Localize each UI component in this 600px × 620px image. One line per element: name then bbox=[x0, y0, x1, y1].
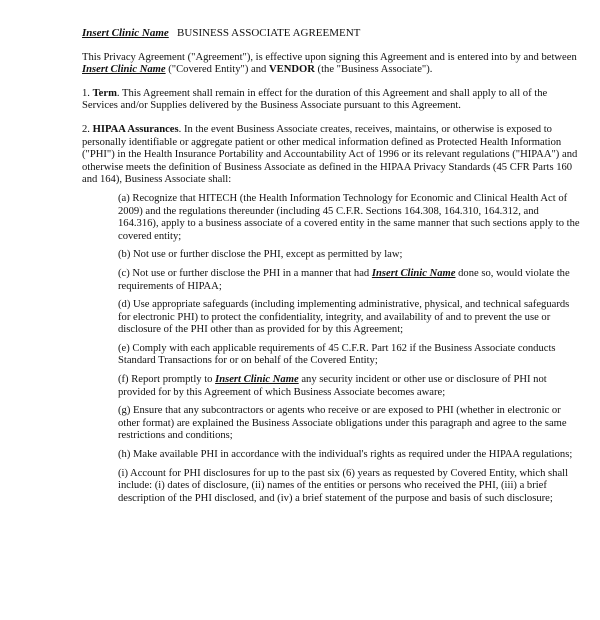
clinic-name-placeholder: Insert Clinic Name bbox=[371, 267, 456, 279]
clinic-name-placeholder: Insert Clinic Name bbox=[82, 27, 169, 39]
list-item: (i) Account for PHI disclosures for up to the past six (6) years as requested by Covered Entity, which shall include: (i) dates of disclosure, (ii) names of the entities or persons who received the PHI, (iii) a brief description of the PHI disclosed, and (iv) a brief statement of the purpose and basis of such disclosure; bbox=[118, 467, 569, 504]
list-item: (c) Not use or further disclose the PHI in a manner that had Insert Clinic Name done so, would violate the requirements of HIPAA; bbox=[118, 267, 570, 292]
section-heading: Term bbox=[92, 87, 117, 99]
vendor-name: VENDOR bbox=[268, 64, 315, 76]
intro-paragraph: This Privacy Agreement ("Agreement"), is effective upon signing this Agreement and is entered into by and between Insert Clinic Name ("Covered Entity") and VENDOR (the "Business Associate"). bbox=[82, 51, 577, 76]
list-item: (e) Comply with each applicable requirements of 45 C.F.R. Part 162 if the Business Associate conducts Standard Transactions for or on behalf of the Covered Entity; bbox=[118, 342, 556, 367]
clinic-name-placeholder: Insert Clinic Name bbox=[215, 374, 299, 386]
list-item: (h) Make available PHI in accordance with the individual's rights as required under the HIPAA regulations; bbox=[118, 449, 573, 461]
list-item: (b) Not use or further disclose the PHI, except as permitted by law; bbox=[118, 249, 403, 261]
section-hipaa-assurances: 2. HIPAA Assurances. In the event Business Associate creates, receives, maintains, or otherwise is exposed to personally identifiable or aggregate patient or other medical information defined as Protected Health Information ("PHI") in the Health Insurance Portability and Accountability Act of 1996 or its relevant regulations ("HIPAA") and otherwise meets the definition of Business Associate as defined in the HIPAA Privacy Standards (45 CFR Parts 160 and 164), Business Associate shall: bbox=[82, 123, 578, 186]
list-item: (f) Report promptly to Insert Clinic Name any security incident or other use or disclosure of PHI not provided for by this Agreement of which Business Associate becomes aware; bbox=[118, 374, 547, 398]
document-header bbox=[82, 27, 580, 40]
document-title: BUSINESS ASSOCIATE AGREEMENT bbox=[177, 27, 361, 39]
section-term: 1. Term. This Agreement shall remain in effect for the duration of this Agreement and shall apply to all of the Services and/or Supplies delivered by the Business Associate pursuant to this Agreement. bbox=[82, 87, 548, 112]
clinic-name-placeholder: Insert Clinic Name bbox=[82, 64, 166, 76]
list-item: (d) Use appropriate safeguards (including implementing administrative, physical, and technical safeguards for electronic PHI) to protect the confidentiality, integrity, and availability of and to prevent the use or disclosure of the PHI other than as provided for by this Agreement; bbox=[118, 299, 570, 336]
section-heading: HIPAA Assurances bbox=[92, 123, 179, 135]
list-item: (a) Recognize that HITECH (the Health Information Technology for Economic and Clinical Health Act of 2009) and the regulations thereunder (including 45 C.F.R. Sections 164.308, 164.310, 164.312, and 164.316), apply to a business associate of a covered entity in the same manner that such sections apply to the covered entity; bbox=[118, 192, 580, 242]
list-item: (g) Ensure that any subcontractors or agents who receive or are exposed to PHI (whether in electronic or other format) are explained the Business Associate obligations under this paragraph and agree to the same restrictions and conditions; bbox=[118, 405, 567, 442]
